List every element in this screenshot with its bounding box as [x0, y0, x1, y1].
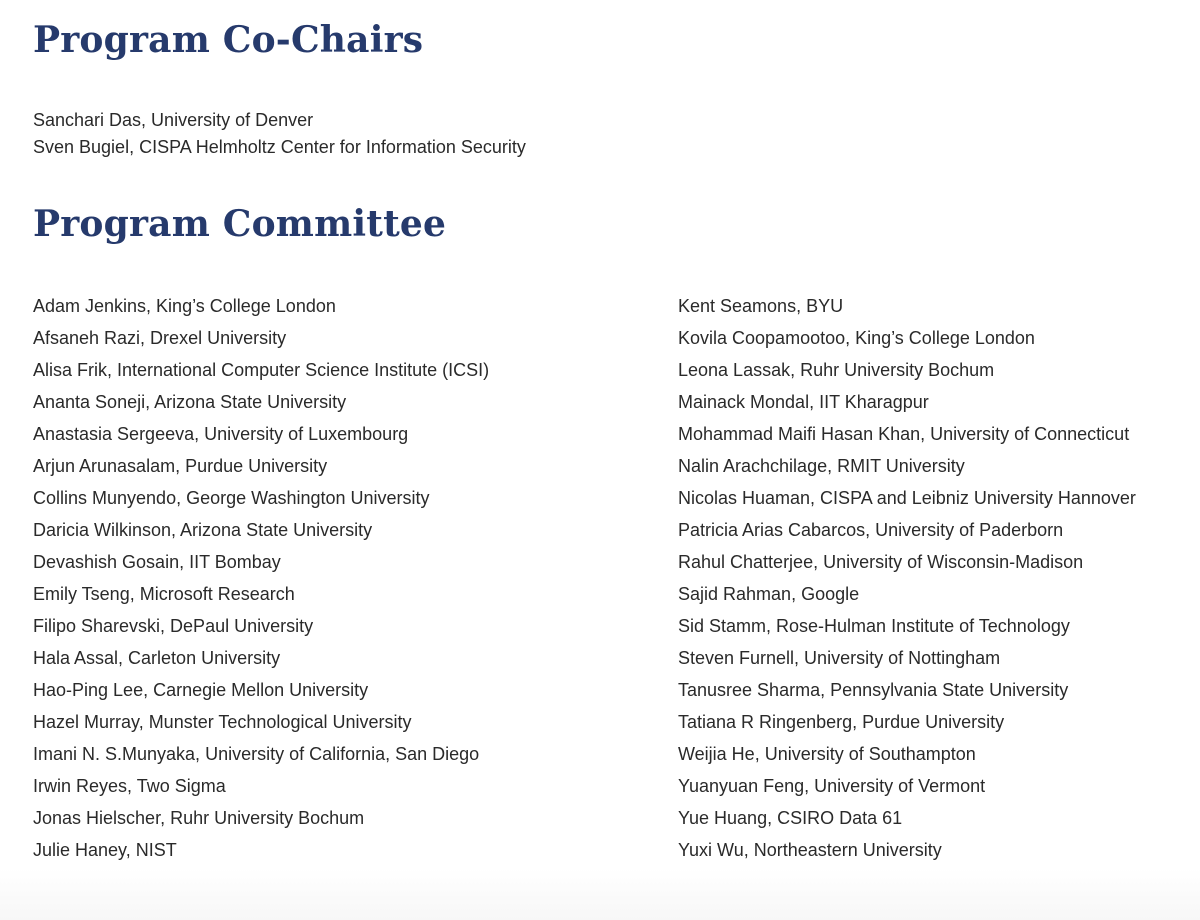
committee-member: Devashish Gosain, IIT Bombay [33, 552, 281, 572]
committee-member: Filipo Sharevski, DePaul University [33, 616, 314, 636]
committee-member: Kovila Coopamootoo, King’s College London [678, 328, 1035, 348]
committee-member: Hao-Ping Lee, Carnegie Mellon University [33, 680, 369, 700]
committee-list-left [33, 290, 489, 866]
committee-member: Nicolas Huaman, CISPA and Leibniz University Hannover [678, 488, 1136, 508]
bottom-shade [0, 868, 1200, 920]
committee-member: Leona Lassak, Ruhr University Bochum [678, 360, 995, 380]
committee-member: Yuxi Wu, Northeastern University [678, 840, 942, 860]
committee-member: Weijia He, University of Southampton [678, 744, 976, 764]
committee-member: Daricia Wilkinson, Arizona State University [33, 520, 373, 540]
committee-member: Ananta Soneji, Arizona State University [33, 392, 347, 412]
committee-member: Nalin Arachchilage, RMIT University [678, 456, 965, 476]
cochair-item: Sanchari Das, University of Denver [33, 110, 314, 130]
committee-member: Hala Assal, Carleton University [33, 648, 281, 668]
committee-member: Mohammad Maifi Hasan Khan, University of Connecticut [678, 424, 1130, 444]
committee-member: Steven Furnell, University of Nottingham [678, 648, 1001, 668]
committee-member: Alisa Frik, International Computer Science Institute (ICSI) [33, 360, 490, 380]
committee-member: Mainack Mondal, IIT Kharagpur [678, 392, 929, 412]
committee-member: Sid Stamm, Rose-Hulman Institute of Technology [678, 616, 1070, 636]
cochairs-list [33, 107, 526, 161]
committee-member: Emily Tseng, Microsoft Research [33, 584, 295, 604]
cochair-item: Sven Bugiel, CISPA Helmholtz Center for Information Security [33, 137, 526, 157]
committee-member: Afsaneh Razi, Drexel University [33, 328, 287, 348]
committee-list-right [678, 290, 1136, 866]
committee-member: Kent Seamons, BYU [678, 296, 844, 316]
committee-member: Collins Munyendo, George Washington University [33, 488, 430, 508]
committee-member: Adam Jenkins, King’s College London [33, 296, 336, 316]
committee-member: Patricia Arias Cabarcos, University of Paderborn [678, 520, 1064, 540]
committee-member: Rahul Chatterjee, University of Wisconsin-Madison [678, 552, 1084, 572]
committee-member: Hazel Murray, Munster Technological University [33, 712, 412, 732]
committee-member: Tatiana R Ringenberg, Purdue University [678, 712, 1005, 732]
committee-member: Irwin Reyes, Two Sigma [33, 776, 226, 796]
committee-member: Jonas Hielscher, Ruhr University Bochum [33, 808, 365, 828]
committee-member: Yuanyuan Feng, University of Vermont [678, 776, 986, 796]
committee-member: Sajid Rahman, Google [678, 584, 860, 604]
committee-member: Julie Haney, NIST [33, 840, 177, 860]
program-cochairs-heading: Program Co-Chairs [33, 19, 424, 61]
committee-member: Arjun Arunasalam, Purdue University [33, 456, 328, 476]
committee-member: Tanusree Sharma, Pennsylvania State University [678, 680, 1069, 700]
committee-member: Imani N. S.Munyaka, University of California, San Diego [33, 744, 480, 764]
committee-member: Anastasia Sergeeva, University of Luxembourg [33, 424, 409, 444]
program-committee-heading: Program Committee [33, 203, 447, 245]
committee-member: Yue Huang, CSIRO Data 61 [678, 808, 903, 828]
